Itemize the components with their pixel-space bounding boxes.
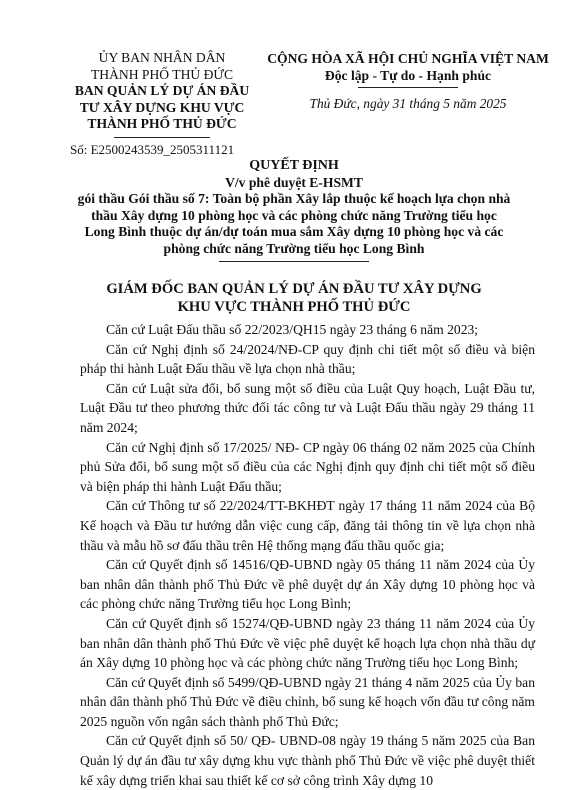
paragraph: Căn cứ Nghị định số 17/2025/ NĐ- CP ngày 06 tháng 02 năm 2025 của Chính phủ Sửa đổi, bổ sung một số điều của các Nghị định quy định chi tiết một số điều và biện pháp thi hành Luật Đấu thầu; [80, 439, 535, 494]
national-motto: Độc lập - Tự do - Hạnh phúc [324, 68, 492, 83]
divider-left [114, 137, 210, 138]
authority-line-2: THÀNH PHỐ THỦ ĐỨC [90, 66, 234, 82]
paragraph: Căn cứ Luật sửa đổi, bổ sung một số điều của Luật Quy hoạch, Luật Đầu tư, Luật Đầu tư theo phương thức đối tác công tư và Luật Đấu thầu ngày 29 tháng 11 năm 2024; [80, 380, 535, 435]
authority-line-1: ỦY BAN NHÂN DÂN [98, 50, 226, 65]
office-line-1: BAN QUẢN LÝ DỰ ÁN ĐẦU [74, 83, 250, 98]
paragraph: Căn cứ Quyết định số 50/ QĐ- UBND-08 ngày 19 tháng 5 năm 2025 của Ban Quản lý dự án đầu tư xây dựng khu vực thành phố Thủ Đức về việc phê duyệt thiết kế xây dựng triển khai sau thiết kế cơ sở công trình Xây dựng 10 [80, 733, 535, 788]
place-date: Thủ Đức, ngày 31 tháng 5 năm 2025 [309, 96, 507, 111]
paragraph: Căn cứ Quyết định số 14516/QĐ-UBND ngày 05 tháng 11 năm 2024 của Ủy ban nhân dân thành phố Thủ Đức về phê duyệt dự án Xây dựng 10 phòng học và các phòng chức năng Trường tiểu học Long Bình; [80, 557, 535, 612]
paragraph: Căn cứ Thông tư số 22/2024/TT-BKHĐT ngày 17 tháng 11 năm 2024 của Bộ Kế hoạch và Đầu tư hướng dẫn việc cung cấp, đăng tải thông tin về lựa chọn nhà thầu và mẫu hồ sơ đấu thầu trên Hệ thống mạng đấu thầu quốc gia; [80, 498, 535, 553]
legal-basis-body [80, 320, 535, 790]
decision-title: QUYẾT ĐỊNH [249, 158, 339, 173]
paragraph: Căn cứ Quyết định số 5499/QĐ-UBND ngày 21 tháng 4 năm 2025 của Ủy ban nhân dân thành phố Thủ Đức về điều chỉnh, bổ sung kế hoạch vốn đầu tư công năm 2025 nguồn vốn ngân sách thành phố Thủ Đức; [80, 674, 535, 729]
divider-center [219, 261, 369, 262]
decision-subject-line-5: phòng chức năng Trường tiểu học Long Bình [163, 240, 425, 256]
office-line-3: THÀNH PHỐ THỦ ĐỨC [87, 116, 237, 131]
issuer-line-1: GIÁM ĐỐC BAN QUẢN LÝ DỰ ÁN ĐẦU TƯ XÂY DỰNG [106, 281, 482, 297]
decision-subject-line-1: V/v phê duyệt E-HSMT [225, 174, 363, 190]
decision-subject-line-4: Long Bình thuộc dự án/dự toán mua sắm Xây dựng 10 phòng học và các [84, 224, 504, 240]
paragraph: Căn cứ Quyết định số 15274/QĐ-UBND ngày 23 tháng 11 năm 2024 của Ủy ban nhân dân thành phố Thủ Đức về việc phê duyệt kế hoạch lựa chọn nhà thầu dự án Xây dựng 10 phòng học và các phòng chức năng Trường tiểu học Long Bình; [80, 615, 535, 671]
paragraph: Căn cứ Luật Đấu thầu số 22/2023/QH15 ngày 23 tháng 6 năm 2023; [106, 322, 479, 337]
office-line-2: TƯ XÂY DỰNG KHU VỰC [79, 99, 245, 115]
nation-name: CỘNG HÒA XÃ HỘI CHỦ NGHĨA VIỆT NAM [267, 51, 549, 66]
issuer-heading [64, 280, 524, 316]
decision-heading [64, 158, 524, 262]
document-number: Số: E2500243539_2505311121 [70, 142, 235, 157]
paragraph: Căn cứ Nghị định số 24/2024/NĐ-CP quy định chi tiết một số điều và biện pháp thi hành Luật Đấu thầu về lựa chọn nhà thầu; [80, 341, 535, 377]
divider-right [358, 87, 458, 88]
issuing-authority-block [64, 50, 260, 138]
issuer-line-2: KHU VỰC THÀNH PHỐ THỦ ĐỨC [177, 299, 411, 315]
decision-subject-line-3: thầu Xây dựng 10 phòng học và các phòng chức năng Trường tiểu học [91, 207, 497, 223]
decision-subject-line-2: gói thầu Gói thầu số 7: Toàn bộ phần Xây lắp thuộc kế hoạch lựa chọn nhà [77, 191, 511, 207]
national-header-block [258, 50, 558, 112]
